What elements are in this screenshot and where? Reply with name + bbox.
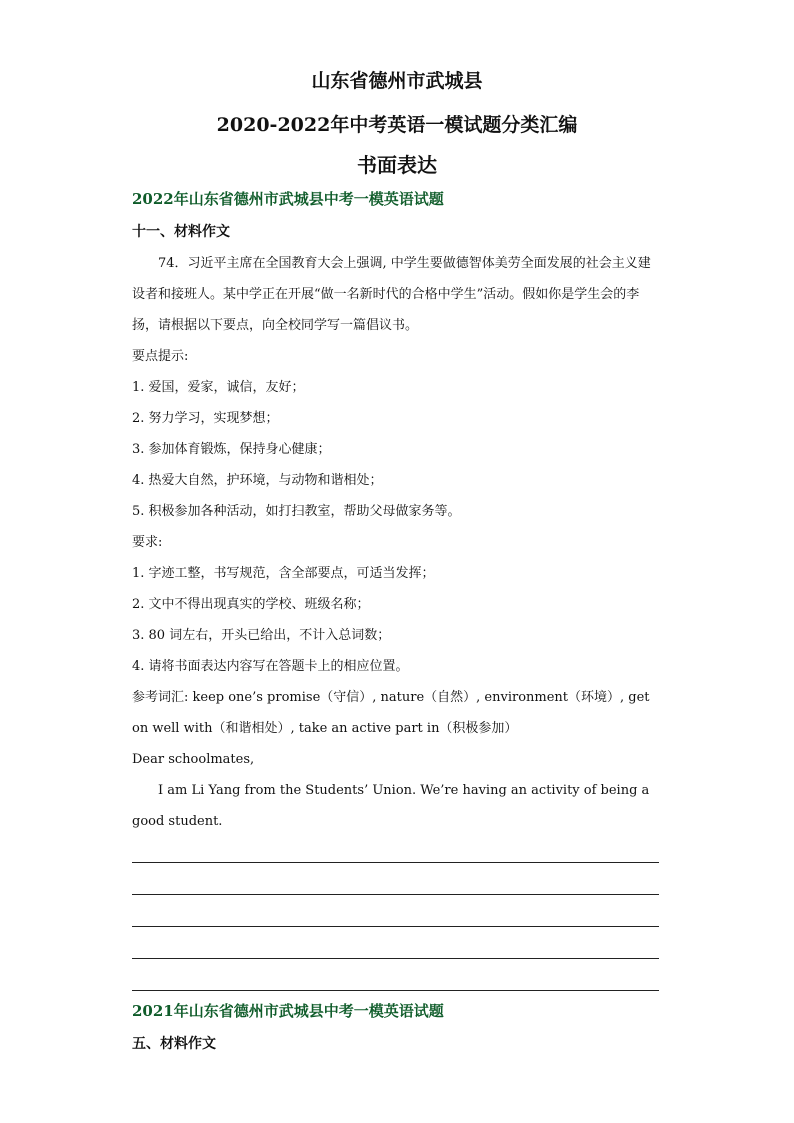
- requirement-item: 3. 80 词左右，开头已给出，不计入总词数；: [132, 628, 391, 643]
- answer-lines: [132, 862, 659, 991]
- answer-line: [132, 927, 659, 959]
- question-text: 74．习近平主席在全国教育大会上强调, 中学生要做德智体美劳全面发展的社会主义建设者和接班人。某中学正在开展“做一名新时代的合格中学生”活动。假如你是学生会的李扬，请根据以下要点，向全校同学写一篇倡议书。: [132, 256, 651, 333]
- answer-line: [132, 895, 659, 927]
- point-item: 3. 参加体育锻炼，保持身心健康；: [132, 442, 331, 457]
- question-body: [132, 248, 662, 837]
- requirement-item: 1. 字迹工整，书写规范，含全部要点，可适当发挥；: [132, 566, 435, 581]
- point-item: 5. 积极参加各种活动，如打扫教室，帮助父母做家务等。: [132, 504, 461, 519]
- title-region: 山东省德州市武城县: [311, 70, 483, 92]
- requirement-item: 4. 请将书面表达内容写在答题卡上的相应位置。: [132, 659, 409, 674]
- part-label-2021: 五、材料作文: [132, 1036, 216, 1052]
- point-item: 1. 爱国，爱家，诚信，友好；: [132, 380, 305, 395]
- requirement-item: 2. 文中不得出现真实的学校、班级名称；: [132, 597, 370, 612]
- section-heading-2021: 2021年山东省德州市武城县中考一模英语试题: [132, 1002, 444, 1020]
- letter-opening: I am Li Yang from the Students’ Union. We’re having an activity of being a good student.: [132, 783, 650, 829]
- points-label: 要点提示:: [132, 349, 189, 364]
- point-item: 2. 努力学习，实现梦想；: [132, 411, 279, 426]
- title-compilation: 2020-2022年中考英语一模试题分类汇编: [216, 114, 578, 136]
- letter-greeting: Dear schoolmates,: [132, 752, 255, 767]
- answer-line: [132, 959, 659, 991]
- part-label-2022: 十一、材料作文: [132, 224, 230, 240]
- title-topic: 书面表达: [357, 153, 437, 177]
- requirements-label: 要求:: [132, 535, 163, 550]
- point-item: 4. 热爱大自然，护环境，与动物和谐相处；: [132, 473, 383, 488]
- section-heading-2022: 2022年山东省德州市武城县中考一模英语试题: [132, 190, 444, 208]
- answer-line: [132, 863, 659, 895]
- vocabulary-reference: 参考词汇: keep one’s promise（守信）, nature（自然）, environment（环境）, get on well with（和谐相处）, take an active part in（积极参加）: [132, 690, 650, 736]
